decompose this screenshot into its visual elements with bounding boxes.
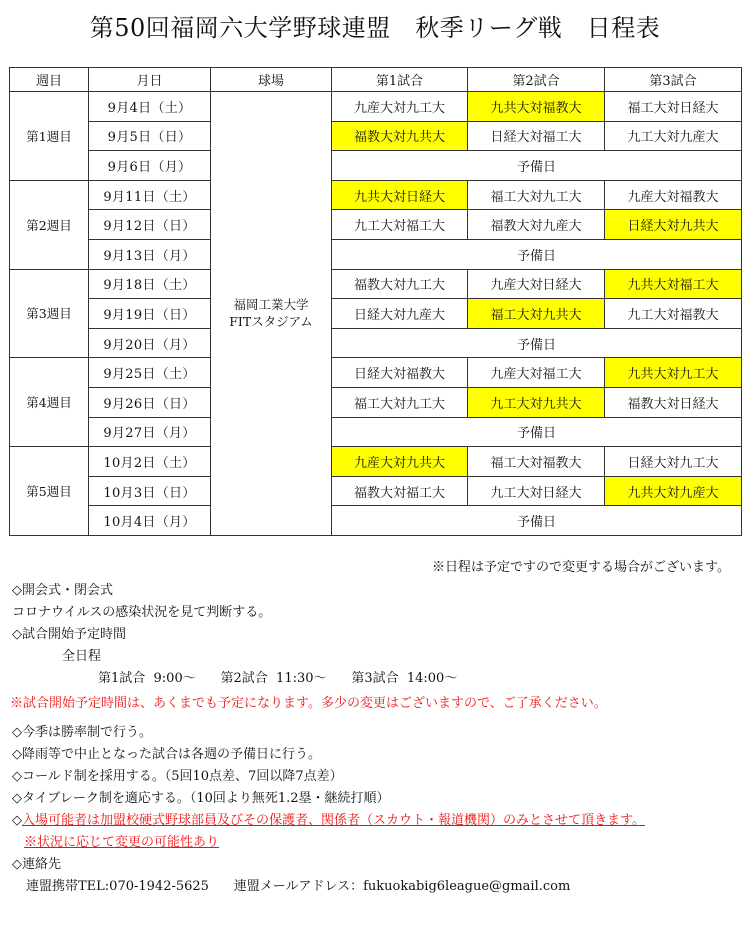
date-cell: 9月18日（土）	[89, 269, 211, 299]
header-game1: 第1試合	[332, 68, 468, 92]
table-row	[10, 387, 742, 417]
game-cell: 九産大対九共大	[332, 447, 468, 477]
header-week: 週目	[10, 68, 89, 92]
header-game3: 第3試合	[605, 68, 742, 92]
date-cell: 10月3日（日）	[89, 476, 211, 506]
entry-change-note: ※状況に応じて変更の可能性あり	[24, 835, 220, 850]
date-cell: 9月13日（月）	[89, 239, 211, 269]
game-times: 第1試合 9:00～ 第2試合 11:30～ 第3試合 14:00～	[98, 671, 458, 686]
entry-restriction-text: 入場可能者は加盟校硬式野球部員及びその保護者、関係者（スカウト・報道機関）のみとさせて頂きます。	[22, 813, 645, 828]
game-cell: 九工大対福工大	[332, 210, 468, 240]
game-cell: 九工大対九共大	[468, 387, 605, 417]
date-cell: 9月11日（土）	[89, 180, 211, 210]
date-cell: 9月19日（日）	[89, 299, 211, 329]
game-cell: 福工大対九工大	[468, 180, 605, 210]
game-cell: 福教大対九産大	[468, 210, 605, 240]
table-row	[10, 239, 742, 269]
contact-info: 連盟携帯TEL:070-1942-5625 連盟メールアドレス：fukuokabig6league@gmail.com	[26, 879, 571, 894]
entry-bullet: ◇	[12, 813, 22, 828]
header-game2: 第2試合	[468, 68, 605, 92]
header-date: 月日	[89, 68, 211, 92]
week-label: 第4週目	[10, 358, 89, 447]
schedule-change-note: ※日程は予定ですので変更する場合がございます。	[432, 560, 730, 575]
game-cell: 福工大対日経大	[605, 92, 742, 122]
table-row	[10, 447, 742, 477]
start-time-warning: ※試合開始予定時間は、あくまでも予定になります。多少の変更はございますので、ご了承ください。	[10, 696, 607, 711]
date-cell: 9月25日（土）	[89, 358, 211, 388]
schedule-table	[9, 67, 742, 536]
all-days-label: 全日程	[62, 649, 102, 664]
game-cell: 日経大対九工大	[605, 447, 742, 477]
game-cell: 福工大対福教大	[468, 447, 605, 477]
game-cell: 九産大対九工大	[332, 92, 468, 122]
date-cell: 9月5日（日）	[89, 121, 211, 151]
table-row	[10, 151, 742, 181]
header-venue: 球場	[211, 68, 332, 92]
entry-restriction	[12, 809, 645, 828]
game-cell: 九産大対日経大	[468, 269, 605, 299]
venue-stadium: FITスタジアム	[229, 314, 313, 330]
game-cell: 九産大対福教大	[605, 180, 742, 210]
date-cell: 10月4日（月）	[89, 506, 211, 536]
date-cell: 9月12日（日）	[89, 210, 211, 240]
spare-day-cell: 予備日	[332, 506, 742, 536]
week-label: 第5週目	[10, 447, 89, 536]
table-row	[10, 328, 742, 358]
game-cell: 福教大対日経大	[605, 387, 742, 417]
week-label: 第1週目	[10, 92, 89, 181]
game-cell: 日経大対福教大	[332, 358, 468, 388]
table-row	[10, 92, 742, 122]
ceremony-heading: ◇開会式・閉会式	[12, 583, 113, 598]
week-label: 第2週目	[10, 180, 89, 269]
date-cell: 10月2日（土）	[89, 447, 211, 477]
rule-rain-postpone: ◇降雨等で中止となった試合は各週の予備日に行う。	[12, 747, 321, 762]
date-cell: 9月26日（日）	[89, 387, 211, 417]
game-cell: 日経大対福工大	[468, 121, 605, 151]
spare-day-cell: 予備日	[332, 151, 742, 181]
date-cell: 9月27日（月）	[89, 417, 211, 447]
game-cell: 九工大対日経大	[468, 476, 605, 506]
table-row	[10, 210, 742, 240]
game-cell: 福工大対九工大	[332, 387, 468, 417]
spare-day-cell: 予備日	[332, 239, 742, 269]
game-cell: 日経大対九共大	[605, 210, 742, 240]
start-time-heading: ◇試合開始予定時間	[12, 627, 126, 642]
game-cell: 九共大対日経大	[332, 180, 468, 210]
date-cell: 9月4日（土）	[89, 92, 211, 122]
game-cell: 日経大対九産大	[332, 299, 468, 329]
game-cell: 福教大対九工大	[332, 269, 468, 299]
game-cell: 九工大対九産大	[605, 121, 742, 151]
table-row	[10, 299, 742, 329]
spare-day-cell: 予備日	[332, 417, 742, 447]
game-cell: 福教大対九共大	[332, 121, 468, 151]
rule-tiebreak: ◇タイブレーク制を適応する。（10回より無死1.2塁・継続打順）	[12, 791, 390, 806]
rule-win-rate: ◇今季は勝率制で行う。	[12, 725, 152, 740]
table-row	[10, 358, 742, 388]
page-title: 第50回福岡六大学野球連盟 秋季リーグ戦 日程表	[89, 14, 661, 42]
game-cell: 九工大対福教大	[605, 299, 742, 329]
table-row	[10, 121, 742, 151]
contact-heading: ◇連絡先	[12, 857, 61, 872]
rule-called-game: ◇コールド制を採用する。（5回10点差、7回以降7点差）	[12, 769, 343, 784]
table-row	[10, 506, 742, 536]
date-cell: 9月6日（月）	[89, 151, 211, 181]
game-cell: 九共大対九工大	[605, 358, 742, 388]
spare-day-cell: 予備日	[332, 328, 742, 358]
table-row	[10, 476, 742, 506]
week-label: 第3週目	[10, 269, 89, 358]
game-cell: 福教大対福工大	[332, 476, 468, 506]
game-cell: 福工大対九共大	[468, 299, 605, 329]
table-row	[10, 269, 742, 299]
game-cell: 九産大対福工大	[468, 358, 605, 388]
table-row	[10, 180, 742, 210]
date-cell: 9月20日（月）	[89, 328, 211, 358]
ceremony-text: コロナウイルスの感染状況を見て判断する。	[12, 605, 272, 620]
table-header-row	[10, 68, 742, 92]
venue-name: 福岡工業大学	[233, 297, 309, 313]
table-row	[10, 417, 742, 447]
game-cell: 九共大対福工大	[605, 269, 742, 299]
venue-cell	[211, 92, 332, 536]
game-cell: 九共大対九産大	[605, 476, 742, 506]
game-cell: 九共大対福教大	[468, 92, 605, 122]
